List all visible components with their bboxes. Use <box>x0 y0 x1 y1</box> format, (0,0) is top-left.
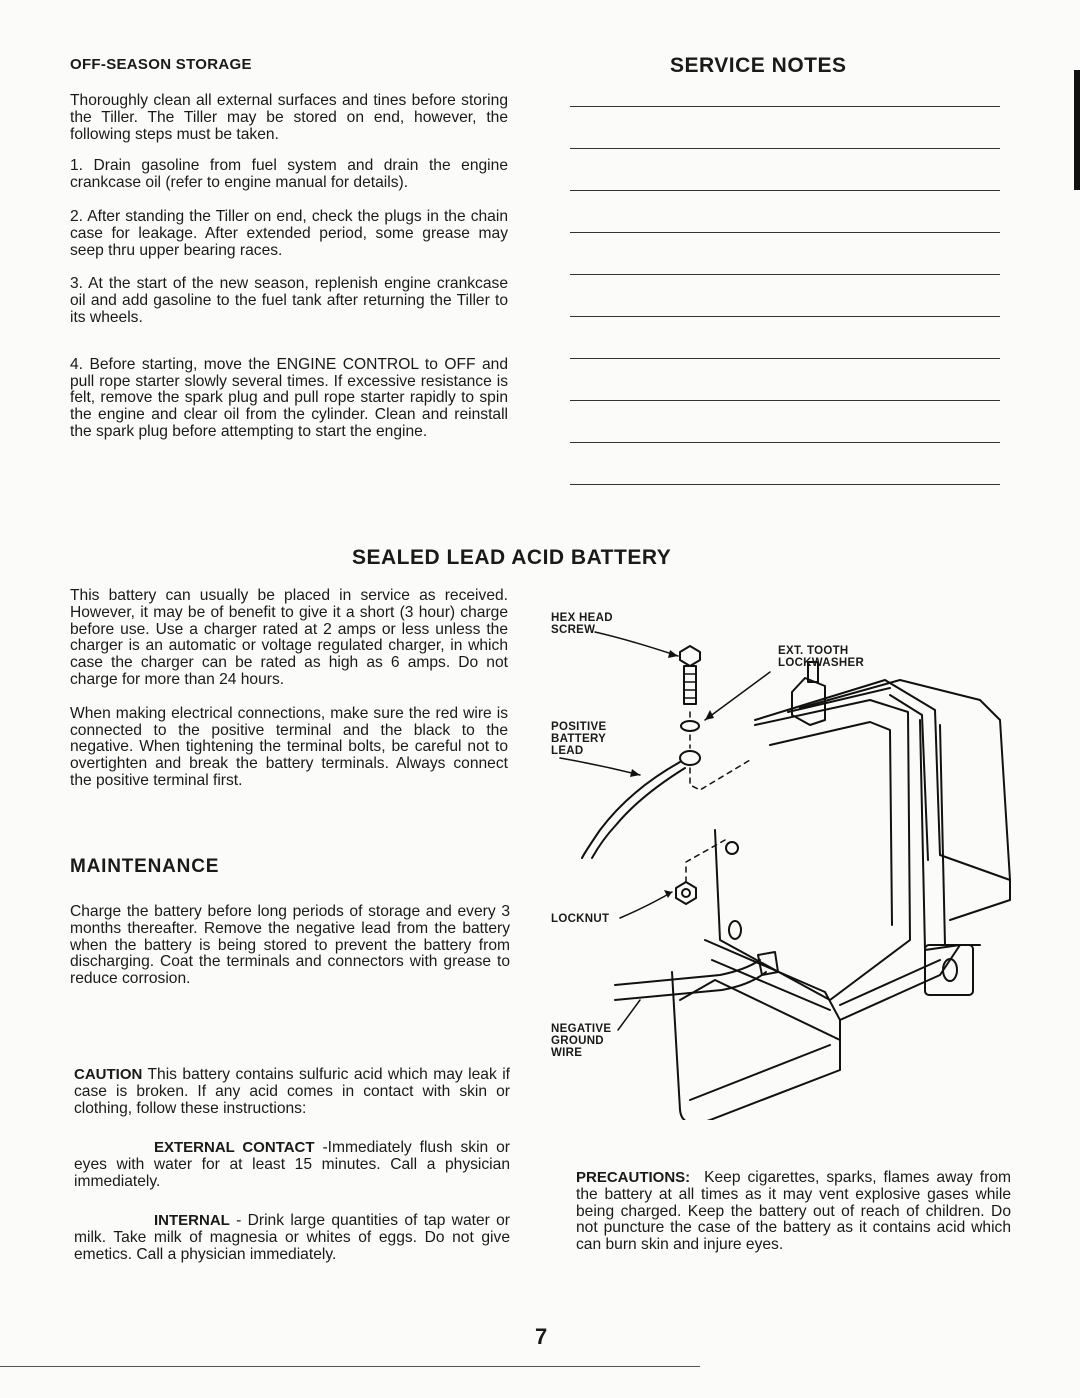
front-strap <box>705 940 980 1020</box>
battery-heading: SEALED LEAD ACID BATTERY <box>352 546 672 569</box>
scan-edge-mark <box>1074 70 1080 190</box>
maintenance-heading: MAINTENANCE <box>70 856 220 877</box>
internal-text: - Drink large quantities of tap water or milk. Take milk of magnesia or whites of eggs. Do not give emetics. Call a physician immediately. <box>74 1212 510 1263</box>
storage-step-4: 4. Before starting, move the ENGINE CONTROL to OFF and pull rope starter slowly several times. If excessive resistance is felt, remove the spark plug and pull rope starter rapidly to spin the engine and clear oil from the cylinder. Clean and reinstall the spark plug before attempting to start the engine. <box>70 355 508 440</box>
positive-lead <box>582 762 685 858</box>
storage-step-2: 2. After standing the Tiller on end, check the plugs in the chain case for leakage. After extended period, some grease may seep thru upper bearing races. <box>70 207 508 259</box>
note-line <box>570 148 1000 149</box>
locknut-label: LOCKNUT <box>551 913 610 925</box>
page-number: 7 <box>535 1324 548 1349</box>
scan-bottom-line <box>0 1366 700 1367</box>
storage-step-1: 1. Drain gasoline from fuel system and drain the engine crankcase oil (refer to engine manual for details). <box>70 157 508 192</box>
note-line <box>570 400 1000 401</box>
caution-label: CAUTION <box>74 1066 143 1083</box>
note-line <box>570 274 1000 275</box>
battery-para-1: This battery can usually be placed in service as received. However, it may be of benefit to give it a short (3 hour) charge before use. Use a charger rated at 2 amps or less unless the charger is an automatic or voltage regulated charger, in which case the charger can be rated as high as 6 amps. Do not charge for more than 24 hours. <box>70 587 508 688</box>
ring-terminal <box>680 751 700 765</box>
caution-text: This battery contains sulfuric acid which may leak if case is broken. If any acid comes in contact with skin or clothing, follow these instructions: <box>74 1066 510 1117</box>
precautions-label: PRECAUTIONS: <box>576 1169 691 1186</box>
bracket-hole <box>943 959 957 981</box>
caution-block <box>74 1067 510 1117</box>
precautions-block <box>576 1170 1011 1254</box>
service-notes-heading: SERVICE NOTES <box>670 54 847 77</box>
battery-para-2: When making electrical connections, make sure the red wire is connected to the positive terminal and the black to the negative. When tightening the terminal bolts, be careful not to overtighten and break the battery terminals. Always connect the positive terminal first. <box>70 704 508 789</box>
internal-label: INTERNAL <box>154 1212 230 1229</box>
hex-head-screw <box>680 646 700 666</box>
hex-head-screw-label: HEX HEAD SCREW <box>551 612 613 636</box>
positive-lead-label: POSITIVE BATTERY LEAD <box>551 721 607 757</box>
storage-step-3: 3. At the start of the new season, replenish engine crankcase oil and add gasoline to the fuel tank after returning the Tiller to its wheels. <box>70 275 508 326</box>
off-season-intro: Thoroughly clean all external surfaces and tines before storing the Tiller. The Tiller may be stored on end, however, the following steps must be taken. <box>70 92 508 143</box>
internal-block <box>74 1213 510 1263</box>
external-contact-text: -Immediately flush skin or eyes with water for at least 15 minutes. Call a physician immediately. <box>74 1139 510 1190</box>
battery-case-front <box>715 700 910 1000</box>
note-line <box>570 316 1000 317</box>
note-line <box>570 232 1000 233</box>
lockwasher-part <box>681 721 699 731</box>
note-line <box>570 442 1000 443</box>
battery-section <box>70 588 508 790</box>
off-season-heading: OFF-SEASON STORAGE <box>70 56 252 73</box>
battery-diagram <box>540 600 1060 1120</box>
note-line <box>570 484 1000 485</box>
external-contact-block <box>74 1140 510 1190</box>
locknut-part <box>676 882 696 904</box>
off-season-section <box>70 93 508 441</box>
lockwasher-label: EXT. TOOTH LOCKWASHER <box>778 645 865 669</box>
maintenance-text: Charge the battery before long periods of storage and every 3 months thereafter. Remove the negative lead from the battery when the battery is being stored to prevent the battery from discharging. Coat the terminals and connectors with grease to reduce corrosion. <box>70 903 510 988</box>
precautions-text: Keep cigarettes, sparks, flames away from the battery at all times as it may vent explosive gases while being charged. Keep the battery out of reach of children. Do not puncture the case of the battery as it contains acid which can burn skin and injure eyes. <box>576 1169 1011 1254</box>
external-contact-label: EXTERNAL CONTACT <box>154 1139 315 1156</box>
negative-ground-wire-label: NEGATIVE GROUND WIRE <box>551 1023 612 1059</box>
note-line <box>570 190 1000 191</box>
battery-case-top <box>800 680 1010 880</box>
bracket-tab <box>925 945 973 995</box>
note-line <box>570 358 1000 359</box>
note-line <box>570 106 1000 107</box>
